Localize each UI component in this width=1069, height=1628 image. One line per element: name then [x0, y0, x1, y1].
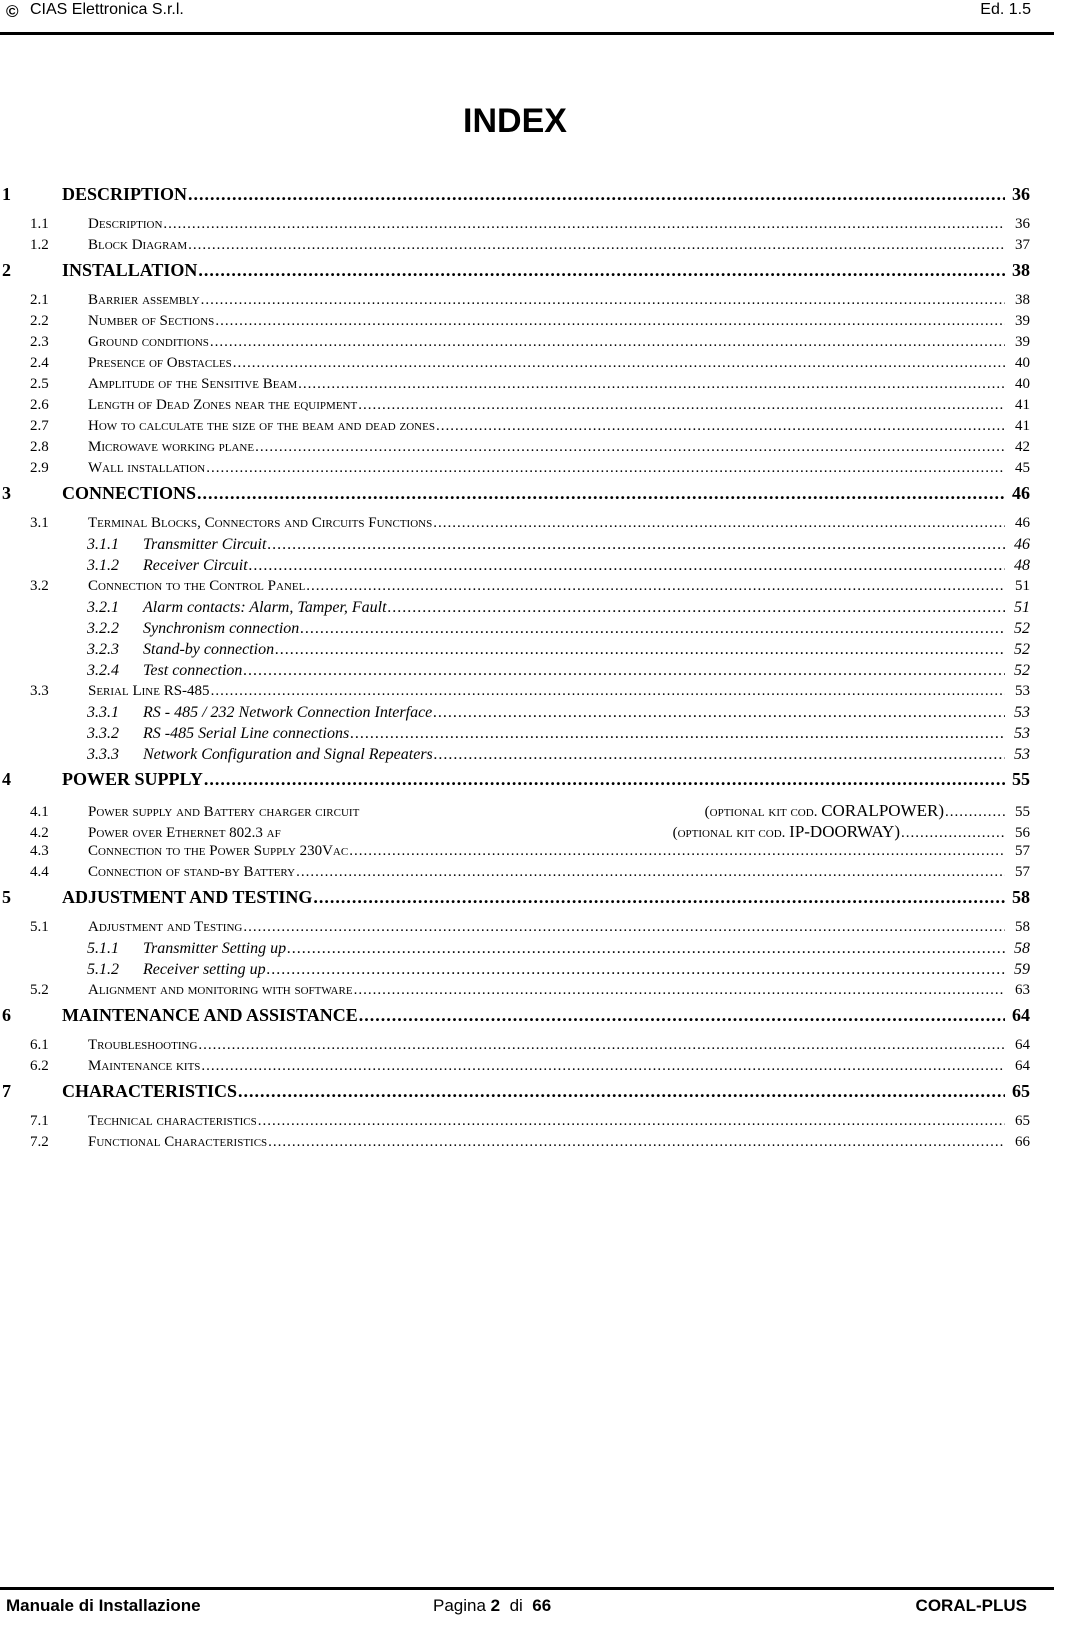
toc-entry-label: Power supply and Battery charger circuit: [88, 804, 360, 820]
toc-entry-page: 59: [1014, 961, 1030, 978]
toc-leader-dots: [901, 825, 1005, 842]
toc-entry[interactable]: [0, 418, 1030, 439]
toc-entry-label: Terminal Blocks, Connectors and Circuits Functions: [88, 515, 433, 531]
toc-leader-dots: [198, 1037, 1005, 1054]
toc-entry-number: 5: [2, 887, 11, 907]
toc-entry-page: 58: [1014, 940, 1030, 957]
toc-leader-dots: [188, 237, 1005, 254]
toc-entry[interactable]: [0, 355, 1030, 376]
toc-entry-number: 3.1.2: [87, 557, 119, 574]
toc-leader-dots: [268, 1134, 1005, 1151]
toc-entry-label: Connection of stand-by Battery: [88, 864, 296, 880]
toc-entry-page: 55: [1012, 769, 1030, 789]
toc-leader-dots: [433, 704, 1005, 722]
toc-entry-label: CHARACTERISTICS: [62, 1081, 238, 1101]
toc-entry[interactable]: [0, 599, 1030, 620]
toc-entry-number: 7.2: [30, 1134, 49, 1150]
toc-entry[interactable]: [0, 822, 1030, 843]
toc-entry-page: 53: [1014, 704, 1030, 721]
toc-entry[interactable]: [0, 982, 1030, 1003]
toc-entry[interactable]: [0, 704, 1030, 725]
toc-leader-dots: [210, 334, 1005, 351]
toc-entry-number: 1.2: [30, 237, 49, 253]
toc-entry-number: 3.3.2: [87, 725, 119, 742]
toc-leader-dots: [945, 804, 1005, 821]
toc-entry-number: 2.4: [30, 355, 49, 371]
toc-leader-dots: [354, 982, 1005, 999]
toc-entry-number: 2: [2, 260, 11, 280]
toc-entry-number: 3.2.1: [87, 599, 119, 616]
toc-entry[interactable]: [0, 961, 1030, 982]
toc-entry-label: Adjustment and Testing: [88, 919, 243, 935]
toc-entry[interactable]: [0, 801, 1030, 822]
toc-entry-page: 38: [1015, 292, 1030, 308]
toc-entry-number: 4.4: [30, 864, 49, 880]
toc-entry-page: 46: [1012, 483, 1030, 503]
toc-entry-label: Test connection: [143, 662, 243, 679]
kit-code-value: IP-DOORWAY: [789, 822, 895, 841]
toc-leader-dots: [349, 843, 1005, 860]
toc-entry-label: Number of Sections: [88, 313, 215, 329]
page-header: [0, 0, 1069, 34]
copyright-symbol: ©: [6, 2, 19, 21]
toc-entry-page: 40: [1015, 376, 1030, 392]
toc-entry-page: 64: [1015, 1037, 1030, 1053]
kit-code-suffix: ): [938, 801, 944, 820]
toc-entry[interactable]: [0, 397, 1030, 418]
toc-leader-dots: [296, 864, 1005, 881]
toc-leader-dots: [233, 355, 1005, 372]
toc-entry-label: POWER SUPPLY: [62, 769, 203, 789]
toc-leader-dots: [358, 397, 1005, 414]
toc-entry[interactable]: [0, 376, 1030, 397]
toc-entry-page: 40: [1015, 355, 1030, 371]
toc-leader-dots: [215, 313, 1005, 330]
toc-entry-label: Presence of Obstacles: [88, 355, 232, 371]
toc-entry-page: 41: [1015, 418, 1030, 434]
toc-entry-label: Wall installation: [88, 460, 206, 476]
toc-entry-label: DESCRIPTION: [62, 184, 188, 204]
toc-entry[interactable]: [0, 334, 1030, 355]
toc-entry-kit-code: [705, 801, 944, 821]
toc-entry[interactable]: [0, 578, 1030, 599]
edition-label: Ed. 1.5: [980, 1, 1031, 18]
toc-leader-dots: [201, 292, 1005, 309]
toc-entry[interactable]: [0, 557, 1030, 578]
toc-entry-number: 2.8: [30, 439, 49, 455]
toc-leader-dots: [201, 1058, 1005, 1075]
toc-leader-dots: [255, 439, 1005, 456]
toc-entry-label: Serial Line RS-485: [88, 683, 210, 699]
toc-entry-page: 41: [1015, 397, 1030, 413]
toc-entry-number: 5.1.2: [87, 961, 119, 978]
toc-entry-number: 3.3: [30, 683, 49, 699]
toc-entry-number: 2.3: [30, 334, 49, 350]
toc-entry-page: 57: [1015, 843, 1030, 859]
toc-entry-page: 45: [1015, 460, 1030, 476]
product-name: CORAL-PLUS: [915, 1596, 1027, 1615]
toc-entry-number: 2.6: [30, 397, 49, 413]
toc-entry-page: 63: [1015, 982, 1030, 998]
toc-entry-number: 7.1: [30, 1113, 49, 1129]
toc-entry-page: 36: [1012, 184, 1030, 204]
toc-entry-page: 58: [1015, 919, 1030, 935]
toc-entry-label: INSTALLATION: [62, 260, 198, 280]
toc-leader-dots: [287, 940, 1005, 958]
header-divider: [0, 32, 1054, 35]
toc-entry-number: 1: [2, 184, 11, 204]
toc-entry[interactable]: [0, 864, 1030, 885]
toc-leader-dots: [267, 536, 1005, 554]
toc-entry-page: 51: [1015, 578, 1030, 594]
toc-leader-dots: [211, 683, 1005, 700]
toc-entry[interactable]: [0, 725, 1030, 746]
toc-entry-page: 57: [1015, 864, 1030, 880]
toc-entry[interactable]: [0, 1113, 1030, 1134]
toc-entry-page: 53: [1015, 683, 1030, 699]
company-name: CIAS Elettronica S.r.l.: [30, 1, 184, 18]
toc-entry-label: Troubleshooting: [88, 1037, 198, 1053]
toc-entry[interactable]: [0, 536, 1030, 557]
toc-entry-page: 46: [1014, 536, 1030, 553]
toc-entry-number: 3.2.4: [87, 662, 119, 679]
toc-entry[interactable]: [0, 919, 1030, 940]
toc-entry-number: 2.2: [30, 313, 49, 329]
toc-entry[interactable]: [0, 620, 1030, 641]
toc-entry-number: 4.3: [30, 843, 49, 859]
kit-code-suffix: ): [894, 822, 900, 841]
toc-entry-number: 1.1: [30, 216, 49, 232]
toc-entry[interactable]: [0, 843, 1030, 864]
toc-entry-label: Transmitter Setting up: [143, 940, 287, 957]
toc-entry-page: 46: [1015, 515, 1030, 531]
toc-entry-page: 39: [1015, 313, 1030, 329]
toc-entry[interactable]: [0, 1037, 1030, 1058]
toc-entry-page: 53: [1014, 746, 1030, 763]
toc-leader-dots: [388, 599, 1005, 617]
toc-entry-label: Connection to the Power Supply 230Vac: [88, 843, 349, 859]
toc-entry[interactable]: [0, 1058, 1030, 1079]
toc-entry-label: MAINTENANCE AND ASSISTANCE: [62, 1005, 358, 1025]
toc-entry-number: 3.2.2: [87, 620, 119, 637]
toc-entry-number: 2.9: [30, 460, 49, 476]
toc-entry-label: ADJUSTMENT AND TESTING: [62, 887, 313, 907]
toc-entry-number: 3.3.3: [87, 746, 119, 763]
toc-leader-dots: [206, 460, 1005, 477]
page-total: 66: [532, 1596, 552, 1615]
page-indicator: [433, 1596, 551, 1616]
toc-entry-number: 2.5: [30, 376, 49, 392]
toc-entry-number: 3: [2, 483, 11, 503]
toc-entry-page: 51: [1014, 599, 1030, 616]
toc-entry-label: CONNECTIONS: [62, 483, 197, 503]
toc-entry-label: Connection to the Control Panel: [88, 578, 306, 594]
toc-entry-number: 3.2.3: [87, 641, 119, 658]
toc-entry[interactable]: [0, 292, 1030, 313]
toc-leader-dots: [313, 887, 1005, 908]
toc-entry[interactable]: [0, 483, 1030, 515]
toc-entry-label: Ground conditions: [88, 334, 209, 350]
toc-entry-page: 55: [1015, 804, 1030, 820]
toc-entry-number: 5.1.1: [87, 940, 119, 957]
toc-entry[interactable]: [0, 237, 1030, 258]
kit-code-prefix: (optional kit cod.: [672, 825, 790, 841]
toc-entry-label: How to calculate the size of the beam and dead zones: [88, 418, 435, 434]
toc-entry-number: 5.2: [30, 982, 49, 998]
toc-leader-dots: [436, 418, 1005, 435]
toc-entry-label: RS -485 Serial Line connections: [143, 725, 350, 742]
toc-leader-dots: [433, 515, 1005, 532]
toc-entry-label: Length of Dead Zones near the equipment: [88, 397, 358, 413]
toc-entry-label: Alignment and monitoring with software: [88, 982, 353, 998]
toc-leader-dots: [359, 1005, 1005, 1026]
toc-entry-page: 66: [1015, 1134, 1030, 1150]
toc-entry[interactable]: [0, 887, 1030, 919]
toc-leader-dots: [243, 662, 1005, 680]
toc-entry[interactable]: [0, 313, 1030, 334]
toc-entry-page: 53: [1014, 725, 1030, 742]
toc-entry-label: Transmitter Circuit: [143, 536, 267, 553]
toc-entry-label: Network Configuration and Signal Repeaters: [143, 746, 433, 763]
toc-entry[interactable]: [0, 184, 1030, 216]
toc-entry-label: Block Diagram: [88, 237, 188, 253]
toc-entry-number: 3.3.1: [87, 704, 119, 721]
page-of: di: [509, 1596, 523, 1615]
toc-entry-number: 4.2: [30, 825, 49, 841]
toc-entry-page: 52: [1014, 620, 1030, 637]
toc-entry-label: Synchronism connection: [143, 620, 300, 637]
toc-entry-page: 39: [1015, 334, 1030, 350]
toc-entry-page: 58: [1012, 887, 1030, 907]
toc-entry-number: 4.1: [30, 804, 49, 820]
toc-entry[interactable]: [0, 940, 1030, 961]
toc-entry-label: Microwave working plane: [88, 439, 255, 455]
toc-entry-number: 2.7: [30, 418, 49, 434]
toc-entry-number: 7: [2, 1081, 11, 1101]
toc-entry-page: 52: [1014, 662, 1030, 679]
toc-leader-dots: [238, 1081, 1005, 1102]
toc-entry-number: 6.1: [30, 1037, 49, 1053]
toc-entry-label: RS - 485 / 232 Network Connection Interface: [143, 704, 433, 721]
toc-leader-dots: [243, 919, 1005, 936]
toc-entry[interactable]: [0, 260, 1030, 292]
toc-entry-number: 6.2: [30, 1058, 49, 1074]
toc-entry-page: 37: [1015, 237, 1030, 253]
toc-entry[interactable]: [0, 515, 1030, 536]
manual-title: Manuale di Installazione: [6, 1596, 201, 1615]
table-of-contents: [0, 184, 1030, 1155]
toc-entry-page: 52: [1014, 641, 1030, 658]
toc-leader-dots: [434, 746, 1005, 764]
toc-entry-label: Alarm contacts: Alarm, Tamper, Fault: [143, 599, 387, 616]
toc-entry-label: Functional Characteristics: [88, 1134, 268, 1150]
toc-entry[interactable]: [0, 460, 1030, 481]
toc-entry-label: Barrier assembly: [88, 292, 200, 308]
page-footer: [0, 1594, 1069, 1624]
toc-entry-label: Receiver setting up: [143, 961, 266, 978]
toc-leader-dots: [350, 725, 1005, 743]
toc-leader-dots: [275, 641, 1005, 659]
toc-entry-label: Technical characteristics: [88, 1113, 257, 1129]
toc-entry-page: 42: [1015, 439, 1030, 455]
toc-entry-label: Stand-by connection: [143, 641, 275, 658]
toc-entry[interactable]: [0, 439, 1030, 460]
toc-entry-page: 36: [1015, 216, 1030, 232]
toc-entry-number: 5.1: [30, 919, 49, 935]
toc-leader-dots: [300, 620, 1005, 638]
toc-entry[interactable]: [0, 1081, 1030, 1113]
toc-entry-page: 64: [1012, 1005, 1030, 1025]
toc-leader-dots: [198, 260, 1005, 281]
toc-leader-dots: [163, 216, 1005, 233]
page-word: Pagina: [433, 1596, 486, 1615]
toc-entry-page: 64: [1015, 1058, 1030, 1074]
toc-leader-dots: [249, 557, 1005, 575]
toc-entry[interactable]: [0, 216, 1030, 237]
toc-entry-page: 48: [1014, 557, 1030, 574]
toc-leader-dots: [267, 961, 1005, 979]
page-current: 2: [490, 1596, 501, 1615]
toc-entry[interactable]: [0, 641, 1030, 662]
toc-leader-dots: [258, 1113, 1005, 1130]
toc-entry-number: 3.1.1: [87, 536, 119, 553]
toc-entry[interactable]: [0, 1134, 1030, 1155]
toc-entry-page: 38: [1012, 260, 1030, 280]
toc-entry-number: 4: [2, 769, 11, 789]
toc-entry-label: Description: [88, 216, 163, 232]
toc-entry-label: Amplitude of the Sensitive Beam: [88, 376, 298, 392]
toc-leader-dots: [188, 184, 1005, 205]
toc-entry-number: 3.1: [30, 515, 49, 531]
toc-entry[interactable]: [0, 662, 1030, 683]
toc-entry-kit-code: [673, 822, 900, 842]
toc-entry-number: 6: [2, 1005, 11, 1025]
toc-entry[interactable]: [0, 683, 1030, 704]
toc-leader-dots: [197, 483, 1005, 504]
toc-entry-label: Maintenance kits: [88, 1058, 201, 1074]
toc-entry[interactable]: [0, 1005, 1030, 1037]
toc-entry-page: 65: [1015, 1113, 1030, 1129]
toc-entry-number: 2.1: [30, 292, 49, 308]
kit-code-value: CORALPOWER: [821, 801, 939, 820]
toc-leader-dots: [306, 578, 1005, 595]
toc-leader-dots: [298, 376, 1005, 393]
toc-entry-page: 65: [1012, 1081, 1030, 1101]
toc-entry-label: Receiver Circuit: [143, 557, 248, 574]
toc-entry-number: 3.2: [30, 578, 49, 594]
toc-leader-dots: [204, 769, 1005, 790]
footer-divider: [0, 1587, 1054, 1590]
page-title: INDEX: [463, 102, 567, 140]
toc-entry-page: 56: [1015, 825, 1030, 841]
kit-code-prefix: (optional kit cod.: [704, 804, 822, 820]
toc-entry[interactable]: [0, 746, 1030, 767]
toc-entry-label: Power over Ethernet 802.3 af: [88, 825, 281, 841]
toc-entry[interactable]: [0, 769, 1030, 801]
